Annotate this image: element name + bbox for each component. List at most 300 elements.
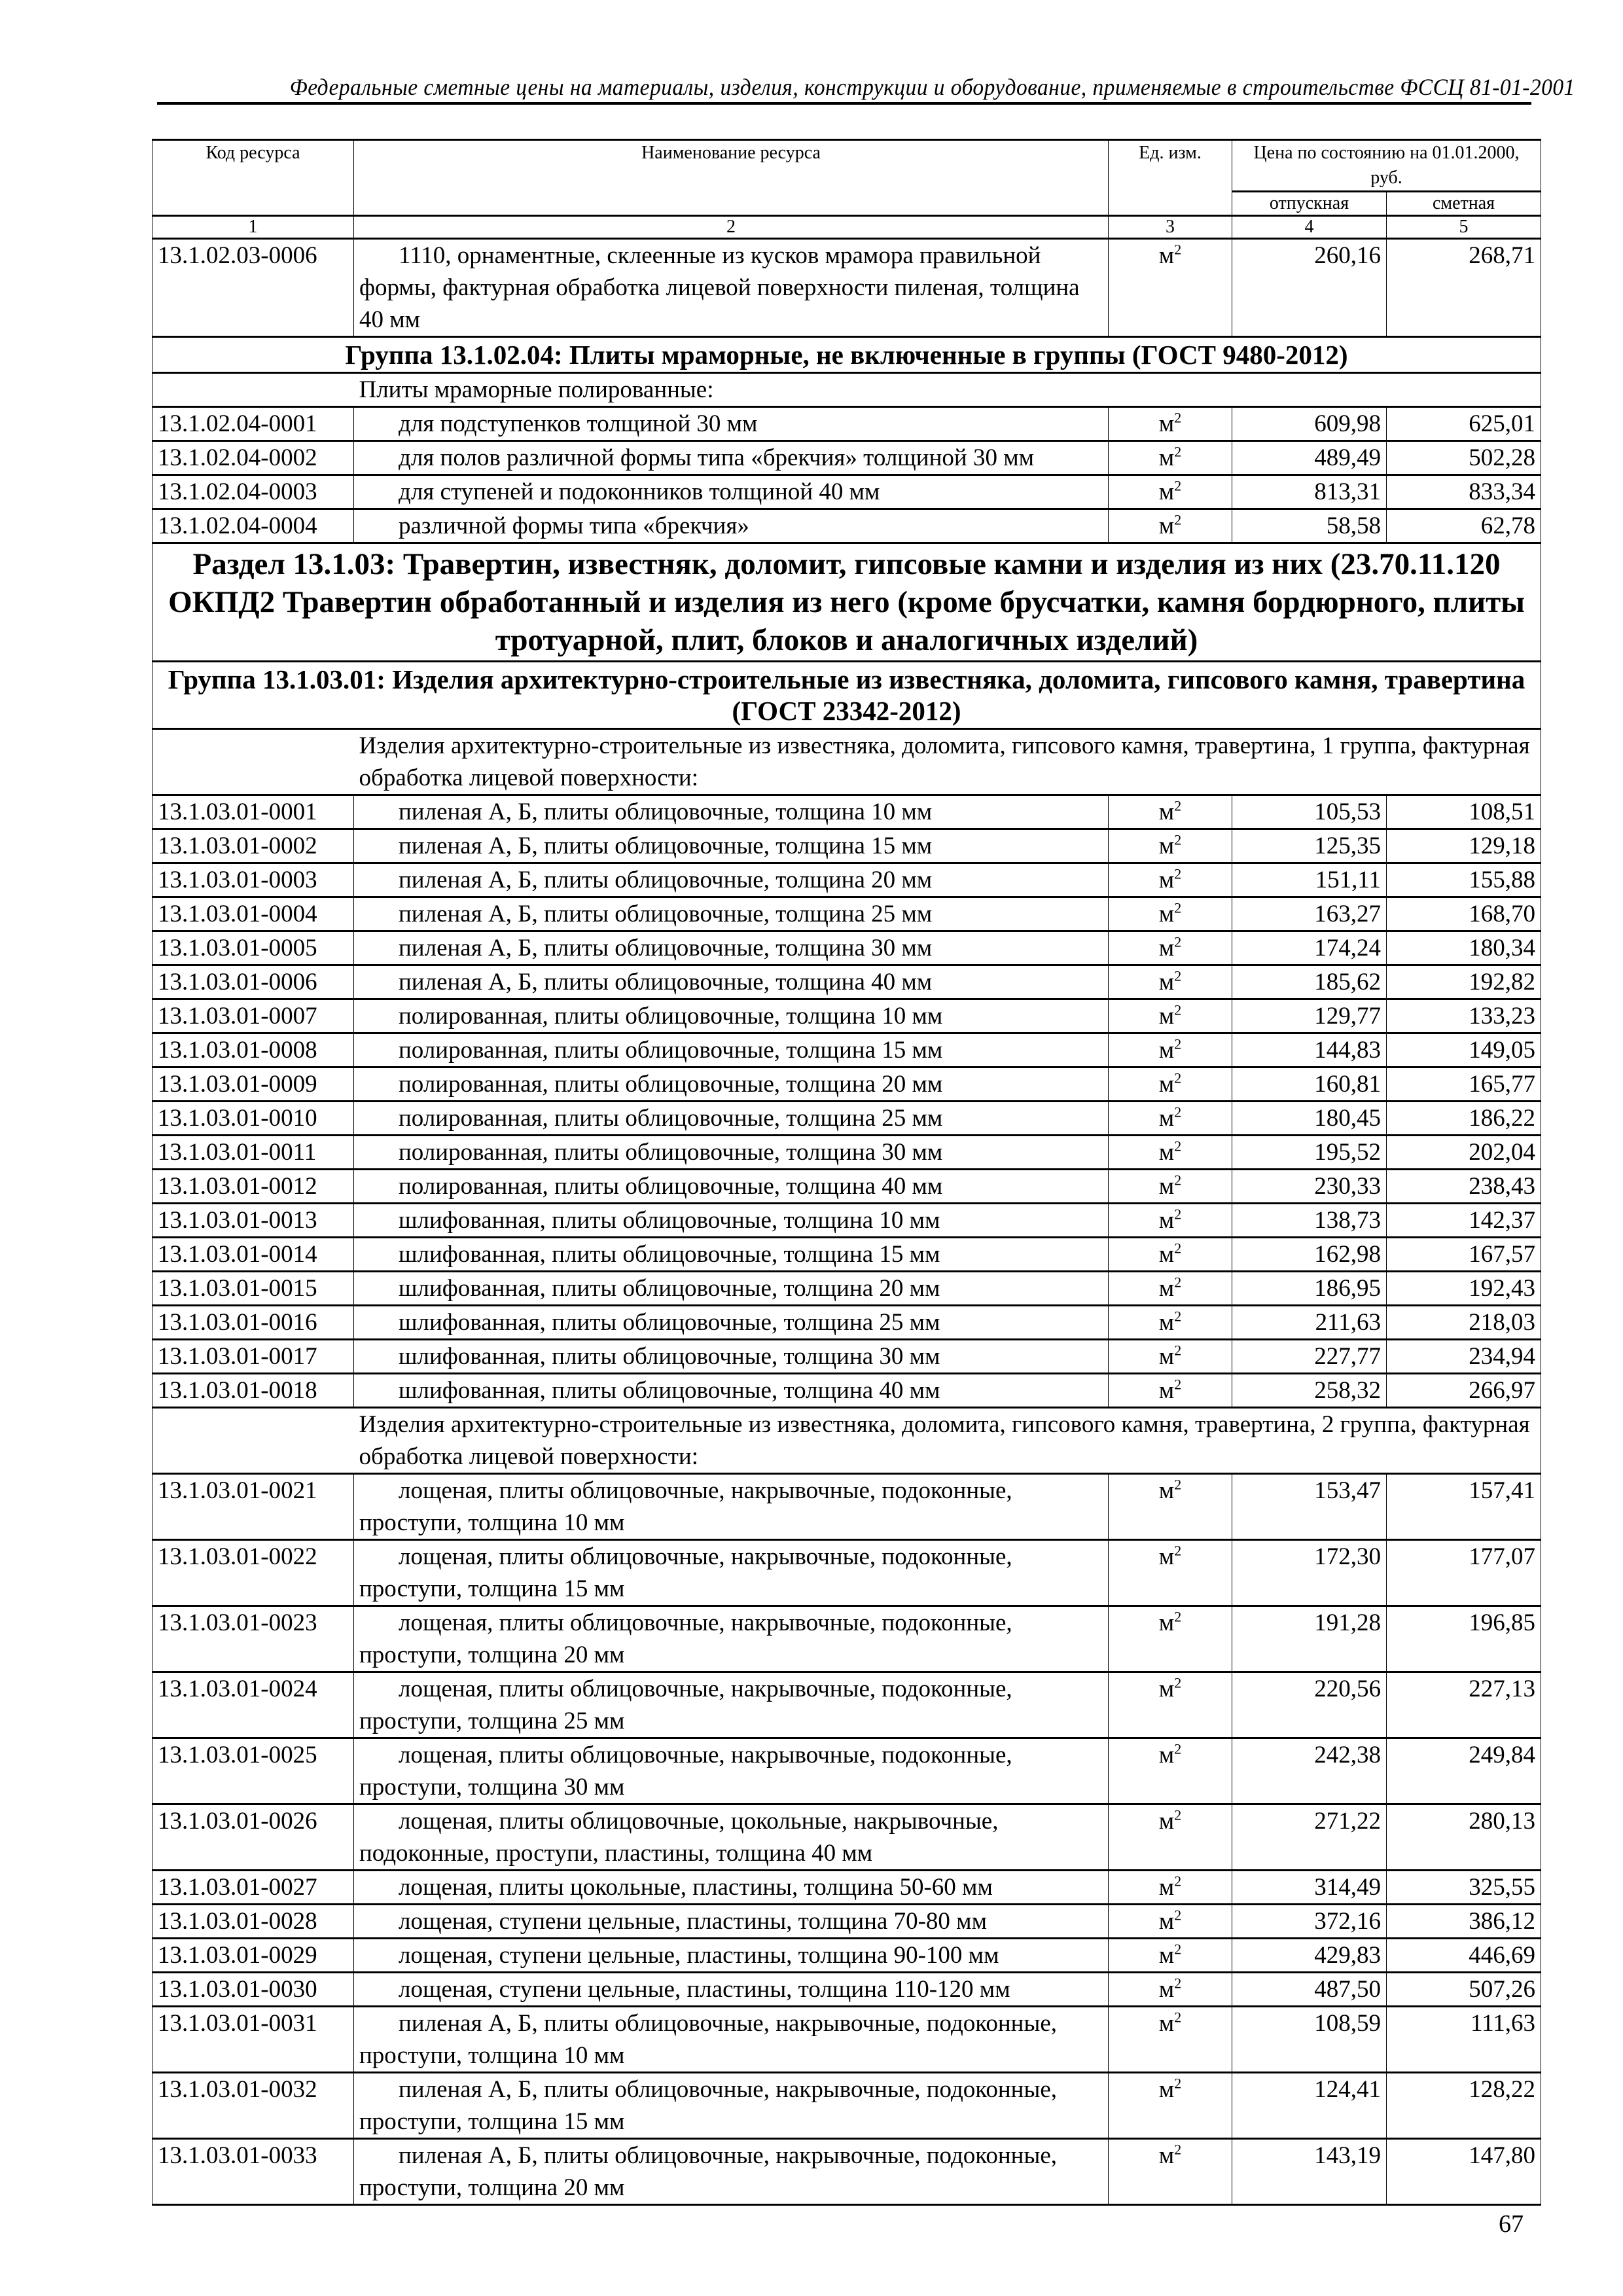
- subheading: Плиты мраморные полированные:: [354, 373, 1541, 407]
- unit-text: м: [1158, 2010, 1175, 2037]
- unit-text: м: [1158, 1275, 1175, 1302]
- unit-exponent: 2: [1174, 1806, 1182, 1823]
- table-row: [152, 1606, 1541, 1672]
- release-price: 489,49: [1232, 441, 1387, 475]
- estimate-price: 266,97: [1387, 1374, 1541, 1408]
- resource-code: 13.1.03.01-0021: [152, 1474, 354, 1540]
- resource-code: 13.1.03.01-0008: [152, 1033, 354, 1067]
- unit-cell: [1109, 829, 1232, 863]
- unit-exponent: 2: [1174, 865, 1182, 882]
- resource-name-text: пиленая А, Б, плиты облицовочные, толщина 40 мм: [399, 969, 933, 996]
- estimate-price: 108,51: [1387, 795, 1541, 829]
- unit-cell: [1109, 1238, 1232, 1272]
- table-row: [152, 1306, 1541, 1340]
- unit-exponent: 2: [1174, 1941, 1182, 1958]
- estimate-price: 165,77: [1387, 1067, 1541, 1102]
- unit-text: м: [1158, 1874, 1175, 1901]
- unit-cell: [1109, 441, 1232, 475]
- estimate-price: 129,18: [1387, 829, 1541, 863]
- resource-code: 13.1.03.01-0022: [152, 1540, 354, 1606]
- resource-name: [354, 441, 1109, 475]
- estimate-price: 133,23: [1387, 999, 1541, 1033]
- unit-cell: [1109, 2007, 1232, 2073]
- estimate-price: 227,13: [1387, 1672, 1541, 1738]
- resource-name-text: для подступенков толщиной 30 мм: [399, 410, 758, 437]
- unit-cell: [1109, 999, 1232, 1033]
- unit-cell: [1109, 407, 1232, 441]
- resource-name: [354, 897, 1109, 931]
- unit-text: м: [1158, 969, 1175, 996]
- unit-cell: [1109, 1804, 1232, 1871]
- unit-exponent: 2: [1174, 1674, 1182, 1691]
- resource-name: [354, 1340, 1109, 1374]
- unit-cell: [1109, 239, 1232, 337]
- resource-name-text: лощеная, ступени цельные, пластины, толщина 70-80 мм: [399, 1908, 988, 1935]
- estimate-price: 833,34: [1387, 475, 1541, 509]
- estimate-price: 192,82: [1387, 965, 1541, 999]
- resource-code: 13.1.03.01-0015: [152, 1272, 354, 1306]
- unit-exponent: 2: [1174, 933, 1182, 950]
- unit-cell: [1109, 795, 1232, 829]
- unit-text: м: [1158, 1105, 1175, 1132]
- unit-text: м: [1158, 833, 1175, 859]
- column-number: 2: [354, 216, 1109, 239]
- resource-code: 13.1.03.01-0033: [152, 2139, 354, 2205]
- resource-code: 13.1.03.01-0011: [152, 1136, 354, 1170]
- column-numbers-row: [152, 216, 1541, 239]
- unit-text: м: [1158, 1139, 1175, 1166]
- unit-text: м: [1158, 1207, 1175, 1234]
- resource-name-text: лощеная, плиты облицовочные, накрывочные, подоконные, проступи, толщина 20 мм: [359, 1609, 1012, 1668]
- release-price: 160,81: [1232, 1067, 1387, 1102]
- unit-cell: [1109, 1340, 1232, 1374]
- estimate-price: 186,22: [1387, 1102, 1541, 1136]
- header-release: отпускная: [1232, 192, 1387, 216]
- unit-cell: [1109, 1306, 1232, 1340]
- resource-name-text: пиленая А, Б, плиты облицовочные, толщина 10 мм: [399, 798, 933, 825]
- resource-name: [354, 1672, 1109, 1738]
- release-price: 813,31: [1232, 475, 1387, 509]
- resource-code: 13.1.03.01-0012: [152, 1170, 354, 1204]
- resource-code: 13.1.03.01-0002: [152, 829, 354, 863]
- unit-exponent: 2: [1174, 831, 1182, 848]
- table-row: [152, 407, 1541, 441]
- table-row: [152, 1204, 1541, 1238]
- resource-name: [354, 1905, 1109, 1939]
- estimate-price: 249,84: [1387, 1738, 1541, 1804]
- table-row: [152, 999, 1541, 1033]
- table-row: [152, 931, 1541, 965]
- release-price: 260,16: [1232, 239, 1387, 337]
- unit-text: м: [1158, 798, 1175, 825]
- unit-cell: [1109, 1738, 1232, 1804]
- release-price: 429,83: [1232, 1939, 1387, 1973]
- table-row: [152, 897, 1541, 931]
- estimate-price: 218,03: [1387, 1306, 1541, 1340]
- resource-name: [354, 999, 1109, 1033]
- page-number: 67: [1499, 2210, 1524, 2238]
- unit-cell: [1109, 1606, 1232, 1672]
- estimate-price: 147,80: [1387, 2139, 1541, 2205]
- release-price: 58,58: [1232, 509, 1387, 543]
- resource-name: [354, 1474, 1109, 1540]
- unit-text: м: [1158, 1942, 1175, 1969]
- column-number: 3: [1109, 216, 1232, 239]
- resource-name-text: шлифованная, плиты облицовочные, толщина 15 мм: [399, 1241, 940, 1268]
- estimate-price: 502,28: [1387, 441, 1541, 475]
- group-heading: Группа 13.1.03.01: Изделия архитектурно-строительные из известняка, доломита, гипсового камня, травертина (ГОСТ 23342-2012): [152, 662, 1541, 729]
- unit-exponent: 2: [1174, 443, 1182, 460]
- unit-cell: [1109, 1033, 1232, 1067]
- table-row: [152, 1067, 1541, 1102]
- unit-exponent: 2: [1174, 1740, 1182, 1757]
- unit-exponent: 2: [1174, 1172, 1182, 1189]
- resource-name: [354, 475, 1109, 509]
- unit-cell: [1109, 2073, 1232, 2139]
- resource-code: 13.1.03.01-0018: [152, 1374, 354, 1408]
- unit-cell: [1109, 509, 1232, 543]
- resource-name: [354, 863, 1109, 897]
- release-price: 227,77: [1232, 1340, 1387, 1374]
- unit-text: м: [1158, 1343, 1175, 1370]
- estimate-price: 111,63: [1387, 2007, 1541, 2073]
- table-header-row: [152, 140, 1541, 192]
- header-price-group: Цена по состоянию на 01.01.2000, руб.: [1232, 140, 1541, 192]
- resource-name: [354, 1067, 1109, 1102]
- table-row: [152, 1033, 1541, 1067]
- unit-text: м: [1158, 901, 1175, 927]
- subheading-row: [152, 729, 1541, 795]
- unit-text: м: [1158, 2076, 1175, 2103]
- estimate-price: 625,01: [1387, 407, 1541, 441]
- release-price: 138,73: [1232, 1204, 1387, 1238]
- unit-exponent: 2: [1174, 1069, 1182, 1086]
- resource-name: [354, 1804, 1109, 1871]
- unit-exponent: 2: [1174, 477, 1182, 494]
- release-price: 185,62: [1232, 965, 1387, 999]
- table-row: [152, 1238, 1541, 1272]
- resource-code: 13.1.03.01-0017: [152, 1340, 354, 1374]
- empty-cell: [152, 1408, 354, 1474]
- unit-exponent: 2: [1174, 1308, 1182, 1325]
- resource-name: [354, 1170, 1109, 1204]
- resource-name-text: пиленая А, Б, плиты облицовочные, толщина 25 мм: [399, 901, 933, 927]
- section-heading: Раздел 13.1.03: Травертин, известняк, доломит, гипсовые камни и изделия из них (23.70.11.120 ОКПД2 Травертин обработанный и изделия из него (кроме брусчатки, камня бордюрного, плиты тротуарной, плит, блоков и аналогичных изделий): [152, 543, 1541, 662]
- resource-name: [354, 1102, 1109, 1136]
- resource-name-text: для полов различной формы типа «брекчия» толщиной 30 мм: [399, 444, 1035, 471]
- running-header: Федеральные сметные цены на материалы, изделия, конструкции и оборудование, применяемые в строительстве ФССЦ 81-01-2001: [289, 74, 1575, 100]
- header-rule: [157, 102, 1531, 105]
- resource-code: 13.1.03.01-0001: [152, 795, 354, 829]
- release-price: 162,98: [1232, 1238, 1387, 1272]
- table-row: [152, 863, 1541, 897]
- table-row: [152, 239, 1541, 337]
- resource-name: [354, 1606, 1109, 1672]
- header-estimate: сметная: [1387, 192, 1541, 216]
- resource-name-text: пиленая А, Б, плиты облицовочные, накрывочные, подоконные, проступи, толщина 20 мм: [359, 2142, 1058, 2201]
- unit-text: м: [1158, 1071, 1175, 1098]
- release-price: 220,56: [1232, 1672, 1387, 1738]
- release-price: 372,16: [1232, 1905, 1387, 1939]
- resource-name: [354, 1374, 1109, 1408]
- resource-name-text: лощеная, ступени цельные, пластины, толщина 90-100 мм: [399, 1942, 999, 1969]
- resource-code: 13.1.03.01-0005: [152, 931, 354, 965]
- resource-name-text: лощеная, плиты облицовочные, накрывочные, подоконные, проступи, толщина 25 мм: [359, 1676, 1012, 1734]
- unit-exponent: 2: [1174, 1035, 1182, 1052]
- unit-text: м: [1158, 1908, 1175, 1935]
- resource-code: 13.1.03.01-0027: [152, 1871, 354, 1905]
- unit-cell: [1109, 1905, 1232, 1939]
- resource-name-text: 1110, орнаментные, склеенные из кусков мрамора правильной формы, фактурная обработка лицевой поверхности пиленая, толщина 40 мм: [359, 242, 1080, 333]
- resource-name: [354, 1204, 1109, 1238]
- estimate-price: 446,69: [1387, 1939, 1541, 1973]
- resource-code: 13.1.03.01-0029: [152, 1939, 354, 1973]
- subheading-row: [152, 373, 1541, 407]
- unit-cell: [1109, 1672, 1232, 1738]
- resource-name-text: шлифованная, плиты облицовочные, толщина 20 мм: [399, 1275, 940, 1302]
- estimate-price: 142,37: [1387, 1204, 1541, 1238]
- resource-name-text: шлифованная, плиты облицовочные, толщина 30 мм: [399, 1343, 940, 1370]
- estimate-price: 177,07: [1387, 1540, 1541, 1606]
- resource-code: 13.1.02.04-0004: [152, 509, 354, 543]
- unit-text: м: [1158, 1173, 1175, 1200]
- estimate-price: 234,94: [1387, 1340, 1541, 1374]
- group-heading-row: [152, 662, 1541, 729]
- group-heading: Группа 13.1.02.04: Плиты мраморные, не включенные в группы (ГОСТ 9480-2012): [152, 337, 1541, 373]
- resource-name-text: пиленая А, Б, плиты облицовочные, накрывочные, подоконные, проступи, толщина 10 мм: [359, 2010, 1058, 2069]
- estimate-price: 149,05: [1387, 1033, 1541, 1067]
- group-heading-row: [152, 337, 1541, 373]
- subheading: Изделия архитектурно-строительные из известняка, доломита, гипсового камня, травертина, 1 группа, фактурная обработка лицевой поверхности:: [354, 729, 1541, 795]
- table-row: [152, 475, 1541, 509]
- resource-name: [354, 965, 1109, 999]
- estimate-price: 155,88: [1387, 863, 1541, 897]
- header-name: Наименование ресурса: [354, 140, 1109, 216]
- resource-name: [354, 1540, 1109, 1606]
- table-body: [152, 239, 1541, 2205]
- estimate-price: 196,85: [1387, 1606, 1541, 1672]
- resource-name-text: шлифованная, плиты облицовочные, толщина 10 мм: [399, 1207, 940, 1234]
- resource-name: [354, 1939, 1109, 1973]
- unit-cell: [1109, 863, 1232, 897]
- resource-code: 13.1.02.04-0001: [152, 407, 354, 441]
- unit-cell: [1109, 1374, 1232, 1408]
- resource-name: [354, 239, 1109, 337]
- unit-cell: [1109, 1939, 1232, 1973]
- resource-code: 13.1.02.04-0003: [152, 475, 354, 509]
- resource-name-text: полированная, плиты облицовочные, толщина 20 мм: [399, 1071, 943, 1098]
- resource-name-text: лощеная, плиты облицовочные, накрывочные, подоконные, проступи, толщина 10 мм: [359, 1477, 1012, 1536]
- release-price: 487,50: [1232, 1973, 1387, 2007]
- column-number: 5: [1387, 216, 1541, 239]
- resource-code: 13.1.03.01-0028: [152, 1905, 354, 1939]
- estimate-price: 62,78: [1387, 509, 1541, 543]
- table-row: [152, 1374, 1541, 1408]
- unit-text: м: [1158, 512, 1175, 539]
- resource-name-text: лощеная, плиты облицовочные, накрывочные, подоконные, проступи, толщина 15 мм: [359, 1543, 1012, 1602]
- resource-name: [354, 1871, 1109, 1905]
- table-row: [152, 2073, 1541, 2139]
- resource-name: [354, 509, 1109, 543]
- release-price: 105,53: [1232, 795, 1387, 829]
- resource-name-text: пиленая А, Б, плиты облицовочные, толщина 20 мм: [399, 867, 933, 893]
- resource-name-text: пиленая А, Б, плиты облицовочные, накрывочные, подоконные, проступи, толщина 15 мм: [359, 2076, 1058, 2135]
- table-row: [152, 1474, 1541, 1540]
- resource-name-text: шлифованная, плиты облицовочные, толщина 40 мм: [399, 1377, 940, 1404]
- resource-name: [354, 829, 1109, 863]
- release-price: 108,59: [1232, 2007, 1387, 2073]
- unit-exponent: 2: [1174, 241, 1182, 258]
- resource-code: 13.1.03.01-0030: [152, 1973, 354, 2007]
- resource-code: 13.1.03.01-0010: [152, 1102, 354, 1136]
- resource-code: 13.1.03.01-0009: [152, 1067, 354, 1102]
- unit-cell: [1109, 1170, 1232, 1204]
- resource-name: [354, 2139, 1109, 2205]
- unit-cell: [1109, 1973, 1232, 2007]
- release-price: 153,47: [1232, 1474, 1387, 1540]
- resource-code: 13.1.03.01-0026: [152, 1804, 354, 1871]
- unit-cell: [1109, 1067, 1232, 1102]
- resource-code: 13.1.03.01-0007: [152, 999, 354, 1033]
- unit-exponent: 2: [1174, 1138, 1182, 1155]
- unit-exponent: 2: [1174, 1975, 1182, 1992]
- unit-exponent: 2: [1174, 409, 1182, 426]
- table-row: [152, 1939, 1541, 1973]
- table-row: [152, 1804, 1541, 1871]
- unit-text: м: [1158, 242, 1175, 269]
- unit-text: м: [1158, 1609, 1175, 1636]
- unit-text: м: [1158, 2142, 1175, 2169]
- subheading: Изделия архитектурно-строительные из известняка, доломита, гипсового камня, травертина, 2 группа, фактурная обработка лицевой поверхности:: [354, 1408, 1541, 1474]
- table-row: [152, 1738, 1541, 1804]
- release-price: 230,33: [1232, 1170, 1387, 1204]
- unit-cell: [1109, 1136, 1232, 1170]
- resource-name: [354, 795, 1109, 829]
- unit-text: м: [1158, 444, 1175, 471]
- header-unit: Ед. изм.: [1109, 140, 1232, 216]
- resource-code: 13.1.03.01-0003: [152, 863, 354, 897]
- table-row: [152, 1136, 1541, 1170]
- table-row: [152, 795, 1541, 829]
- resource-name: [354, 1272, 1109, 1306]
- release-price: 129,77: [1232, 999, 1387, 1033]
- unit-text: м: [1158, 1676, 1175, 1702]
- resource-code: 13.1.03.01-0004: [152, 897, 354, 931]
- resource-name: [354, 1738, 1109, 1804]
- unit-text: м: [1158, 1976, 1175, 2003]
- resource-name-text: полированная, плиты облицовочные, толщина 10 мм: [399, 1003, 943, 1030]
- unit-text: м: [1158, 1003, 1175, 1030]
- release-price: 172,30: [1232, 1540, 1387, 1606]
- table-row: [152, 1340, 1541, 1374]
- release-price: 144,83: [1232, 1033, 1387, 1067]
- resource-name-text: полированная, плиты облицовочные, толщина 25 мм: [399, 1105, 943, 1132]
- release-price: 180,45: [1232, 1102, 1387, 1136]
- unit-exponent: 2: [1174, 1907, 1182, 1924]
- unit-exponent: 2: [1174, 1342, 1182, 1359]
- estimate-price: 157,41: [1387, 1474, 1541, 1540]
- release-price: 125,35: [1232, 829, 1387, 863]
- resource-code: 13.1.03.01-0024: [152, 1672, 354, 1738]
- unit-cell: [1109, 1272, 1232, 1306]
- resource-code: 13.1.03.01-0013: [152, 1204, 354, 1238]
- unit-exponent: 2: [1174, 2141, 1182, 2158]
- release-price: 258,32: [1232, 1374, 1387, 1408]
- price-table: [152, 139, 1541, 2206]
- release-price: 242,38: [1232, 1738, 1387, 1804]
- unit-exponent: 2: [1174, 899, 1182, 916]
- release-price: 186,95: [1232, 1272, 1387, 1306]
- unit-text: м: [1158, 1377, 1175, 1404]
- unit-text: м: [1158, 478, 1175, 505]
- unit-cell: [1109, 1102, 1232, 1136]
- unit-text: м: [1158, 1037, 1175, 1064]
- estimate-price: 168,70: [1387, 897, 1541, 931]
- release-price: 163,27: [1232, 897, 1387, 931]
- resource-code: 13.1.03.01-0032: [152, 2073, 354, 2139]
- unit-cell: [1109, 475, 1232, 509]
- table-row: [152, 2007, 1541, 2073]
- resource-name-text: для ступеней и подоконников толщиной 40 мм: [399, 478, 880, 505]
- resource-name: [354, 1238, 1109, 1272]
- table-row: [152, 829, 1541, 863]
- empty-cell: [152, 729, 354, 795]
- unit-exponent: 2: [1174, 1206, 1182, 1223]
- resource-name-text: различной формы типа «брекчия»: [399, 512, 749, 539]
- table-row: [152, 1170, 1541, 1204]
- estimate-price: 268,71: [1387, 239, 1541, 337]
- estimate-price: 180,34: [1387, 931, 1541, 965]
- resource-name: [354, 2007, 1109, 2073]
- table-row: [152, 1973, 1541, 2007]
- unit-cell: [1109, 897, 1232, 931]
- unit-text: м: [1158, 935, 1175, 961]
- empty-cell: [152, 373, 354, 407]
- estimate-price: 192,43: [1387, 1272, 1541, 1306]
- resource-code: 13.1.03.01-0006: [152, 965, 354, 999]
- unit-text: м: [1158, 1742, 1175, 1768]
- table-row: [152, 965, 1541, 999]
- estimate-price: 507,26: [1387, 1973, 1541, 2007]
- release-price: 151,11: [1232, 863, 1387, 897]
- resource-name: [354, 1136, 1109, 1170]
- resource-name-text: лощеная, плиты облицовочные, цокольные, накрывочные, подоконные, проступи, пластины, толщина 40 мм: [359, 1808, 999, 1867]
- unit-exponent: 2: [1174, 967, 1182, 984]
- release-price: 124,41: [1232, 2073, 1387, 2139]
- unit-exponent: 2: [1174, 2075, 1182, 2092]
- resource-code: 13.1.03.01-0023: [152, 1606, 354, 1672]
- unit-text: м: [1158, 1543, 1175, 1570]
- estimate-price: 202,04: [1387, 1136, 1541, 1170]
- table-row: [152, 441, 1541, 475]
- unit-exponent: 2: [1174, 1476, 1182, 1493]
- resource-name-text: лощеная, ступени цельные, пластины, толщина 110-120 мм: [399, 1976, 1010, 2003]
- section-heading-row: [152, 543, 1541, 662]
- release-price: 191,28: [1232, 1606, 1387, 1672]
- table-row: [152, 1672, 1541, 1738]
- resource-code: 13.1.03.01-0014: [152, 1238, 354, 1272]
- resource-name-text: пиленая А, Б, плиты облицовочные, толщина 15 мм: [399, 833, 933, 859]
- table-row: [152, 1102, 1541, 1136]
- resource-name-text: пиленая А, Б, плиты облицовочные, толщина 30 мм: [399, 935, 933, 961]
- estimate-price: 325,55: [1387, 1871, 1541, 1905]
- table-row: [152, 1540, 1541, 1606]
- unit-text: м: [1158, 867, 1175, 893]
- unit-exponent: 2: [1174, 1873, 1182, 1890]
- table-row: [152, 1871, 1541, 1905]
- resource-name-text: полированная, плиты облицовочные, толщина 30 мм: [399, 1139, 943, 1166]
- unit-exponent: 2: [1174, 797, 1182, 814]
